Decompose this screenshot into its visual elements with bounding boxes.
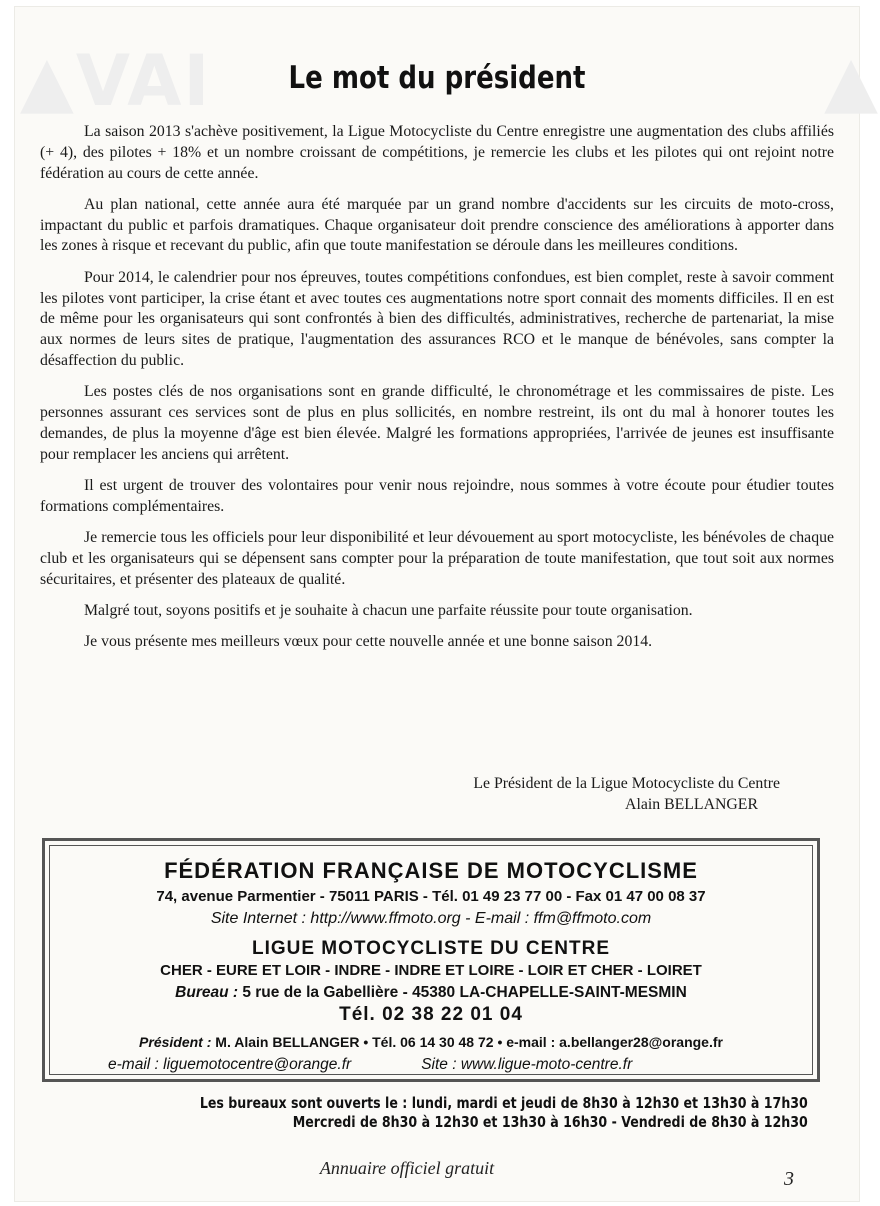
contact-box-inner (49, 845, 813, 1075)
page-number: 3 (784, 1168, 794, 1190)
paragraph: Malgré tout, soyons positifs et je souhaite à chacun une parfaite réussite pour toute organisation. (84, 601, 693, 619)
signature-name: Alain BELLANGER (625, 795, 758, 813)
federation-web: Site Internet : http://www.ffmoto.org - E-mail : ffm@ffmoto.com (210, 910, 652, 927)
document-page (14, 6, 880, 1202)
office-hours-line: Les bureaux sont ouverts le : lundi, mardi et jeudi de 8h30 à 12h30 et 13h30 à 17h30 (199, 1094, 808, 1112)
office-hours (200, 1094, 808, 1132)
ligue-web (50, 1056, 812, 1074)
president-label: Président : (139, 1034, 212, 1050)
ligue-name: LIGUE MOTOCYCLISTE DU CENTRE (251, 938, 611, 959)
bureau-label: Bureau : (175, 984, 239, 1001)
signature-role: Le Président de la Ligue Motocycliste du Centre (473, 775, 780, 792)
ligue-phone: Tél. 02 38 22 01 04 (339, 1004, 523, 1025)
paragraph: La saison 2013 s'achève positivement, la Ligue Motocycliste du Centre enregistre une augmentation des clubs affiliés (+ 4), des pilotes + 18% et un nombre croissant de compétitions, je remercie les clubs et les pilotes qui ont rejoint notre fédération au cours de cette année. (40, 123, 834, 182)
paragraph: Pour 2014, le calendrier pour nos épreuves, toutes compétitions confondues, est bien complet, reste à savoir comment les pilotes vont participer, la crise étant et avec toutes ces augmentations notre sport connait des moments difficiles. Il en est de même pour les organisateurs qui sont confrontés à bien des difficultés, administratives, recherche de partenariat, la mise aux normes de leurs sites de pratique, l'augmentation des assurances RCO et le manque de bénévoles, sans compter la désaffection du public. (40, 268, 834, 369)
paragraph: Je remercie tous les officiels pour leur disponibilité et leur dévouement au sport motocycliste, les bénévoles de chaque club et les organisateurs qui se dépensent sans compter pour la préparation de toute manifestation, que tout soit aux normes sécuritaires, et présenter des plateaux de qualité. (40, 529, 834, 588)
footer-text: Annuaire officiel gratuit (319, 1158, 495, 1178)
bureau-address: 5 rue de la Gabellière - 45380 LA-CHAPELLE-SAINT-MESMIN (238, 984, 687, 1001)
paragraph: Au plan national, cette année aura été marquée par un grand nombre d'accidents sur les circuits de moto-cross, impactant du public et parfois dramatiques. Chaque organisateur doit prendre conscience des améliorations à apporter dans les zones à risque et recevant du public, afin que toute manifestation se déroule dans les meilleures conditions. (40, 195, 834, 255)
federation-address: 74, avenue Parmentier - 75011 PARIS - Tél. 01 49 23 77 00 - Fax 01 47 00 08 37 (156, 888, 706, 905)
paragraph: Il est urgent de trouver des volontaires pour venir nous rejoindre, nous sommes à votre écoute pour étudier toutes formations complémentaires. (40, 476, 834, 515)
background-watermark-decoration: ▲VAI (20, 40, 212, 122)
ligue-departments: CHER - EURE ET LOIR - INDRE - INDRE ET LOIRE - LOIR ET CHER - LOIRET (160, 962, 702, 979)
signature-block (14, 774, 780, 816)
page-title: Le mot du président (288, 60, 586, 96)
contact-box (42, 838, 820, 1082)
paragraph: Les postes clés de nos organisations sont en grande difficulté, le chronométrage et les commissaires de piste. Les personnes assurant ces services sont de plus en plus sollicités, en nombre restreint, ils ont du mal à honorer toutes les demandes, de plus la moyenne d'âge est bien élevée. Malgré les formations appropriées, l'arrivée de jeunes est insuffisante pour remplacer les anciens qui arrêtent. (40, 383, 834, 463)
ligue-bureau (50, 984, 812, 1002)
president-contact (50, 1034, 812, 1050)
ligue-email: e-mail : liguemotocentre@orange.fr (108, 1056, 352, 1073)
office-hours-line: Mercredi de 8h30 à 12h30 et 13h30 à 16h30 - Vendredi de 8h30 à 12h30 (292, 1113, 808, 1131)
background-watermark-decoration-right: ▲ (824, 40, 880, 122)
federation-name: FÉDÉRATION FRANÇAISE DE MOTOCYCLISME (164, 858, 698, 883)
paragraph: Je vous présente mes meilleurs vœux pour cette nouvelle année et une bonne saison 2014. (84, 633, 653, 651)
article-body (40, 122, 834, 664)
ligue-site: Site : www.ligue-moto-centre.fr (421, 1056, 633, 1073)
president-details: M. Alain BELLANGER • Tél. 06 14 30 48 72 • e-mail : a.bellanger28@orange.fr (211, 1034, 723, 1050)
